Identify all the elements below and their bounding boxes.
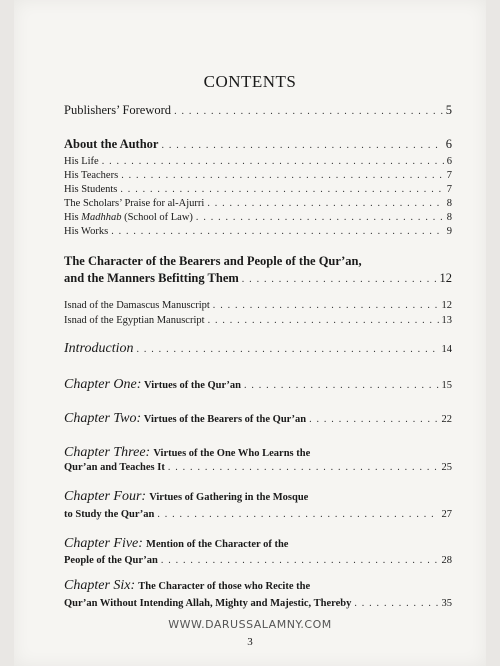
toc-entry-title: His Life: [64, 156, 99, 167]
toc-entry-about-author: [64, 138, 452, 152]
toc-entry-title: [64, 413, 306, 426]
toc-entry-title: [64, 212, 193, 224]
toc-subentry: [64, 226, 452, 238]
page-title: CONTENTS: [203, 72, 297, 91]
toc-entry-page: 12: [441, 300, 452, 311]
toc-entry-title: The Scholars’ Praise for al-Ajurri: [64, 198, 205, 209]
dot-leader: [111, 226, 444, 238]
chapter-title: The Character of those who Recite the: [138, 581, 311, 592]
toc-entry-page: 6: [446, 156, 452, 167]
dot-leader: [196, 212, 444, 224]
toc-entry-chapter: [64, 509, 452, 521]
watermark-url: WWW.DARUSSALAMNY.COM: [168, 618, 332, 631]
dot-leader: [208, 315, 439, 327]
dot-leader: [121, 170, 444, 182]
toc-entry-title: His Works: [64, 226, 109, 237]
toc-entry-title: About the Author: [64, 137, 159, 151]
toc-subentry: [64, 184, 452, 196]
dot-leader: [244, 380, 439, 392]
toc-entry-title: His Students: [64, 184, 118, 195]
title-italic-part: Madhhab: [81, 212, 122, 223]
toc-entry-chapter: [64, 413, 452, 426]
dot-leader: [354, 598, 438, 610]
chapter-first-line: [64, 445, 310, 461]
toc-entry-page: 28: [441, 555, 452, 566]
toc-subentry: [64, 170, 452, 182]
toc-subentry: [64, 212, 452, 224]
toc-entry-page: 13: [441, 315, 452, 326]
chapter-label: Chapter Two:: [64, 411, 142, 426]
dot-leader: [102, 156, 444, 168]
toc-entry-page: 25: [441, 462, 452, 473]
toc-entry-page: 12: [439, 271, 452, 285]
chapter-title-cont: to Study the Qur’an: [64, 509, 155, 520]
toc-entry-page: 15: [441, 380, 452, 391]
dot-leader: [213, 300, 439, 312]
toc-entry-chapter: [64, 555, 452, 567]
chapter-title-cont: People of the Qur’an: [64, 555, 158, 566]
toc-entry-page: 6: [445, 137, 452, 151]
toc-entry-title: His Teachers: [64, 170, 119, 181]
chapter-title: Mention of the Character of the: [146, 539, 289, 550]
toc-entry-title: [64, 379, 241, 392]
chapter-first-line: [64, 489, 308, 505]
toc-entry-chapter: [64, 379, 452, 392]
toc-entry-page: 14: [441, 344, 452, 355]
chapter-label: Chapter Three:: [64, 445, 151, 460]
title-part: (School of Law): [121, 212, 193, 223]
toc-entry-page: 7: [446, 184, 452, 195]
toc-entry-title: Publishers’ Foreword: [64, 103, 172, 117]
chapter-label: Chapter Six:: [64, 578, 136, 593]
toc-entry-chapter: [64, 598, 452, 610]
toc-subentry: [64, 315, 452, 327]
toc-entry-main-title: [64, 272, 452, 286]
dot-leader: [168, 462, 439, 474]
toc-entry-page: 35: [441, 598, 452, 609]
chapter-label: Chapter One:: [64, 377, 142, 392]
title-part: His: [64, 212, 82, 223]
toc-subentry: [64, 198, 452, 210]
chapter-title-cont: Qur’an and Teaches It: [64, 462, 165, 473]
dot-leader: [157, 509, 438, 521]
dot-leader: [174, 106, 443, 118]
chapter-label: Chapter Four:: [64, 489, 147, 504]
dot-leader: [161, 555, 439, 567]
chapter-title-cont: Qur’an Without Intending Allah, Mighty and Majestic, Thereby: [64, 598, 352, 609]
chapter-label: Chapter Five:: [64, 536, 143, 551]
toc-subentry: [64, 156, 452, 168]
toc-entry-page: 9: [446, 226, 452, 237]
book-page: [14, 0, 486, 666]
toc-entry-page: 27: [441, 509, 452, 520]
toc-subentry: [64, 300, 452, 312]
toc-entry-title: and the Manners Befitting Them: [64, 271, 239, 285]
chapter-title: Virtues of Gathering in the Mosque: [149, 492, 309, 503]
toc-entry-page: 7: [446, 170, 452, 181]
toc-entry-introduction: [64, 343, 452, 356]
chapter-first-line: [64, 536, 288, 552]
page-number: 3: [247, 636, 253, 648]
toc-entry-title: Introduction: [64, 341, 134, 356]
main-title-line1: The Character of the Bearers and People of the Qur’an,: [64, 254, 362, 268]
dot-leader: [136, 344, 438, 356]
toc-entry-page: 22: [441, 414, 452, 425]
chapter-title: Virtues of the One Who Learns the: [153, 448, 311, 459]
chapter-first-line: [64, 578, 310, 594]
toc-entry-title: Isnad of the Damascus Manuscript: [64, 300, 210, 311]
dot-leader: [161, 140, 442, 152]
toc-entry-foreword: [64, 104, 452, 118]
chapter-title: Virtues of the Bearers of the Qur’an: [143, 414, 307, 425]
toc-entry-page: 8: [446, 212, 452, 223]
dot-leader: [207, 198, 443, 210]
dot-leader: [242, 274, 437, 286]
toc-entry-chapter: [64, 462, 452, 474]
dot-leader: [309, 414, 438, 426]
toc-entry-title: Isnad of the Egyptian Manuscript: [64, 315, 205, 326]
chapter-title: Virtues of the Qur’an: [144, 380, 241, 391]
dot-leader: [120, 184, 443, 196]
toc-entry-page: 8: [446, 198, 452, 209]
toc-entry-page: 5: [445, 103, 452, 117]
